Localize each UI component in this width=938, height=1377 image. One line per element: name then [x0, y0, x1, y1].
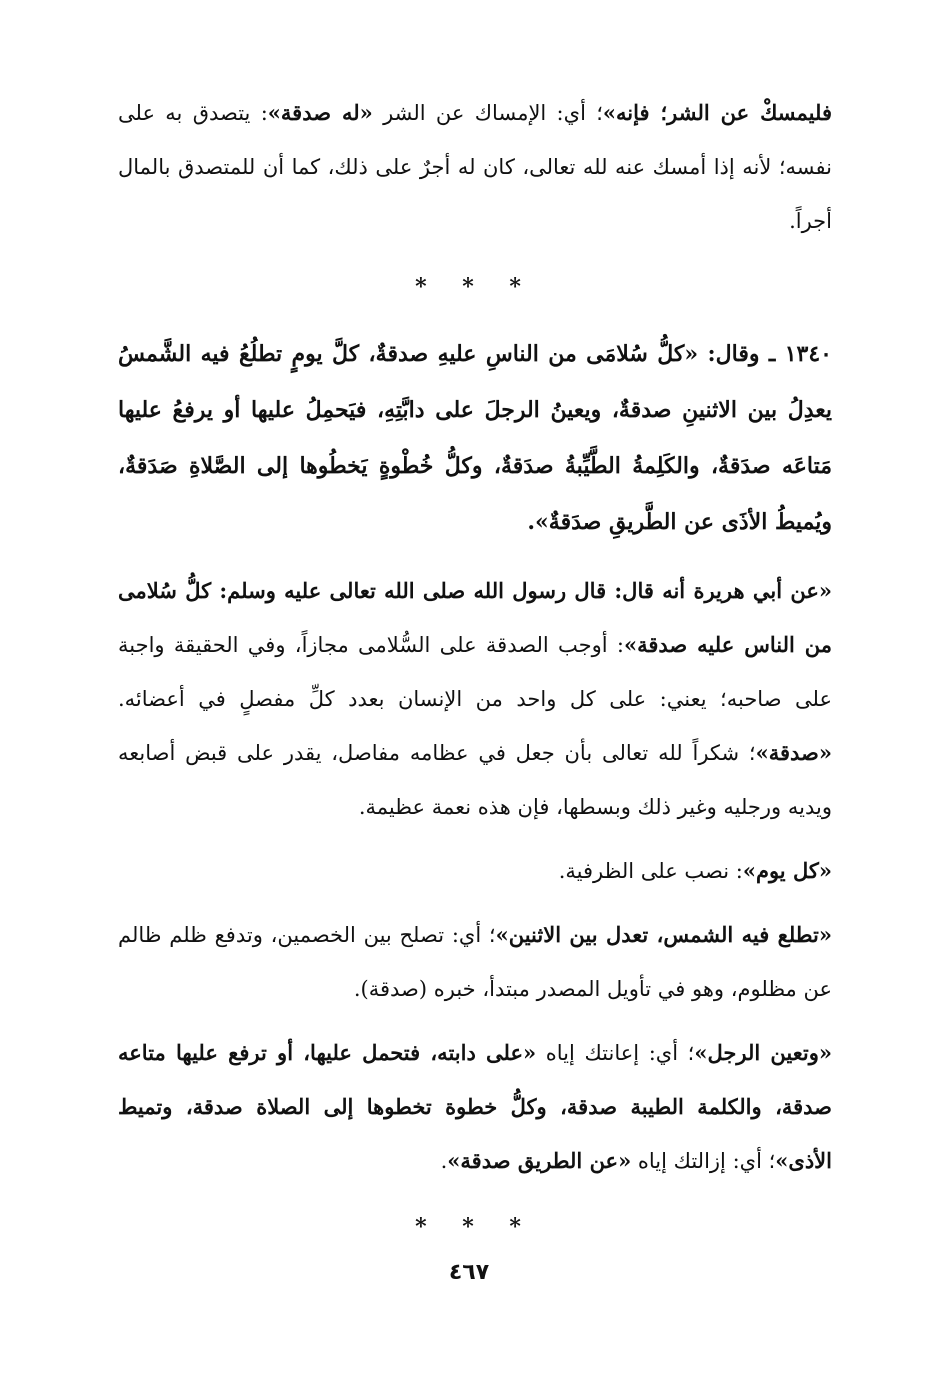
- text-run: : يتصدق به على نفسه؛ لأنه إذا أمسك عنه لله تعالى، كان له أجرٌ على ذلك، كما أن للمتصدق بالمال أجراً.: [118, 101, 832, 233]
- text-run: «كل يوم»: [742, 858, 832, 883]
- text-run: ؛ أي: تصلح بين الخصمين، وتدفع ظلم ظالم عن مظلوم، وهو في تأويل المصدر مبتدأ، خبره (صدقة).: [118, 923, 832, 1001]
- text-run: «صدقة»: [755, 740, 832, 765]
- commentary-paragraph: [118, 908, 832, 1016]
- text-run: ١٣٤٠ ـ وقال: «كلُّ سُلامَى من الناسِ عليهِ صدقةٌ، كلَّ يومٍ تطلُعُ فيه الشَّمسُ يعدِلُ بين الاثنينِ صدقةٌ، ويعينُ الرجلَ على دابَّتِهِ، فيَحمِلُ عليها أو يرفعُ عليها مَتاعَه صدَقةٌ، والكَلِمةُ الطَّيِّبةُ صدَقةٌ، وكلُّ خُطْوةٍ يَخطُوها إلى الصَّلاةِ صَدَقةٌ، ويُميطُ الأذَى عن الطَّريقِ صدَقةٌ».: [118, 341, 832, 535]
- text-run: «له صدقة»: [267, 100, 373, 125]
- text-run: ؛ أي: الإمساك عن الشر: [372, 101, 603, 125]
- hadith-text: [118, 326, 832, 550]
- text-run: «على دابته، فتحمل عليها، أو ترفع عليها متاعه صدقة، والكلمة الطيبة صدقة، وكلُّ خطوة تخطوها إلى الصلاة صدقة، وتميط الأذى»: [118, 1040, 832, 1173]
- section-separator: * * *: [415, 274, 535, 300]
- text-run: .: [440, 1149, 448, 1173]
- text-run: فليمسكْ عن الشر؛ فإنه»: [602, 100, 832, 125]
- paragraph-intro: [118, 86, 832, 248]
- text-run: ؛ شكراً لله تعالى بأن جعل في عظامه مفاصل، يقدر على قبض أصابعه ويديه ورجليه وغير ذلك وبسطها، فإن هذه نعمة عظيمة.: [118, 741, 832, 819]
- text-run: «تطلع فيه الشمس، تعدل بين الاثنين»: [495, 922, 832, 947]
- text-run: : نصب على الظرفية.: [558, 859, 743, 883]
- commentary-paragraph: [118, 564, 832, 834]
- text-run: «وتعين الرجل»: [694, 1040, 832, 1065]
- text-run: ؛ أي: إعانتك إياه: [536, 1041, 695, 1065]
- page-number: ٤٦٧: [448, 1260, 490, 1285]
- page-body: [118, 86, 832, 1266]
- section-separator: * * *: [415, 1214, 535, 1240]
- commentary-paragraph: [118, 844, 832, 898]
- commentary-paragraph: [118, 1026, 832, 1188]
- text-run: «عن الطريق صدقة»: [447, 1148, 632, 1173]
- text-run: «عن أبي هريرة أنه قال: قال رسول الله صلى الله تعالى عليه وسلم: كلُّ سُلامى من الناس عليه صدقة»: [118, 578, 832, 657]
- text-run: : أوجب الصدقة على السُّلامى مجازاً، وفي الحقيقة واجبة على صاحبه؛ يعني: على كل واحد من الإنسان بعدد كلِّ مفصلٍ في أعضائه.: [118, 633, 832, 711]
- text-run: ؛ أي: إزالتك إياه: [631, 1149, 776, 1173]
